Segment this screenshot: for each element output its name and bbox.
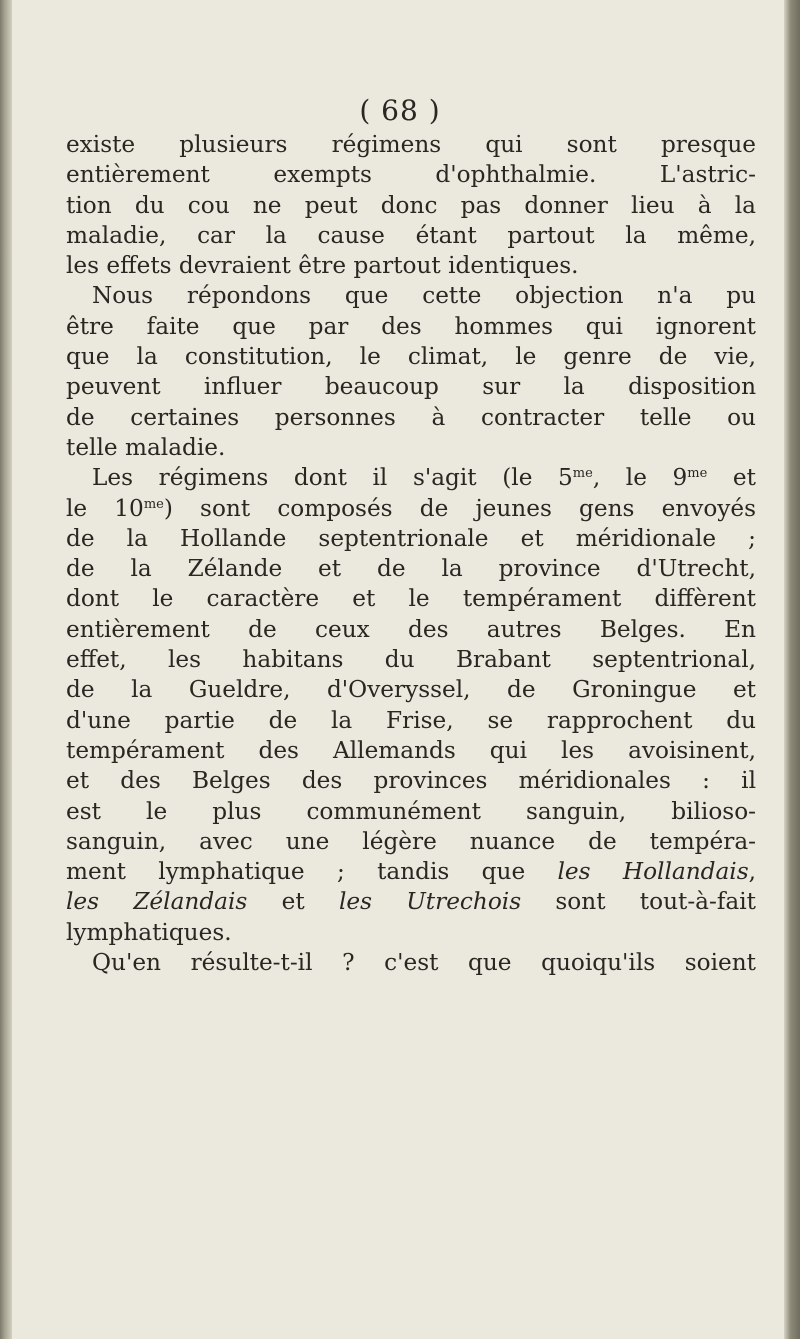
text-line: tion du cou ne peut donc pas donner lieu à la	[66, 191, 756, 219]
text-line: de certaines personnes à contracter telle ou	[66, 403, 756, 431]
text-line: sanguin, avec une légère nuance de tempéra-	[66, 827, 756, 855]
paragraph-start-line: Qu'en résulte-t-il ? c'est que quoiqu'ils soient	[92, 949, 756, 977]
page-binding-edge	[0, 0, 12, 1339]
text-line: de la Hollande septentrionale et méridionale ;	[66, 524, 756, 552]
italic-name: les Utrechois	[338, 888, 522, 916]
text-line: telle maladie.	[66, 433, 226, 461]
text-line: peuvent influer beaucoup sur la disposition	[66, 373, 756, 401]
text-fragment: Les régimens dont il s'agit (le 5	[92, 464, 573, 492]
text-line: que la constitution, le climat, le genre de vie,	[66, 343, 756, 371]
superscript: me	[143, 496, 164, 512]
text-fragment: et	[707, 464, 756, 492]
text-line	[66, 494, 756, 524]
text-fragment: sont tout-à-fait	[521, 888, 756, 916]
text-line: maladie, car la cause étant partout la même,	[66, 221, 756, 249]
text-line: les effets devraient être partout identiques.	[66, 252, 579, 280]
text-line: dont le caractère et le tempérament diffèrent	[66, 585, 756, 613]
paragraph-start-line	[66, 463, 756, 493]
page-outer-edge	[784, 0, 800, 1339]
text-line: d'une partie de la Frise, se rapprochent du	[66, 706, 756, 734]
text-line: et des Belges des provinces méridionales : il	[66, 767, 756, 795]
text-line: effet, les habitans du Brabant septentrional,	[66, 646, 756, 674]
text-line: lymphatiques.	[66, 918, 232, 946]
text-line: tempérament des Allemands qui les avoisinent,	[66, 736, 756, 764]
text-fragment: et	[247, 888, 339, 916]
text-fragment: ,	[748, 858, 756, 886]
text-fragment: ment lymphatique ; tandis que	[66, 858, 558, 886]
text-line	[66, 857, 756, 887]
text-line: est le plus communément sanguin, bilioso-	[66, 797, 756, 825]
text-line: entièrement de ceux des autres Belges. En	[66, 615, 756, 643]
text-line: entièrement exempts d'ophthalmie. L'astric-	[66, 161, 756, 189]
page-number: ( 68 )	[359, 94, 441, 127]
paragraph-start-line: Nous répondons que cette objection n'a pu	[92, 282, 756, 310]
text-line: existe plusieurs régimens qui sont presque	[66, 131, 756, 158]
italic-name: les Hollandais	[557, 858, 749, 886]
superscript: me	[572, 466, 593, 482]
text-fragment: le 10	[66, 494, 144, 522]
superscript: me	[687, 466, 708, 482]
text-line: de la Gueldre, d'Overyssel, de Groningue et	[66, 676, 756, 704]
italic-name: les Zélandais	[66, 888, 248, 916]
text-fragment: ) sont composés de jeunes gens envoyés	[163, 494, 756, 522]
text-line: de la Zélande et de la province d'Utrecht,	[66, 555, 756, 583]
body-text	[66, 130, 756, 978]
text-line	[66, 887, 756, 917]
text-line: être faite que par des hommes qui ignorent	[66, 312, 756, 340]
text-fragment: , le 9	[592, 464, 688, 492]
